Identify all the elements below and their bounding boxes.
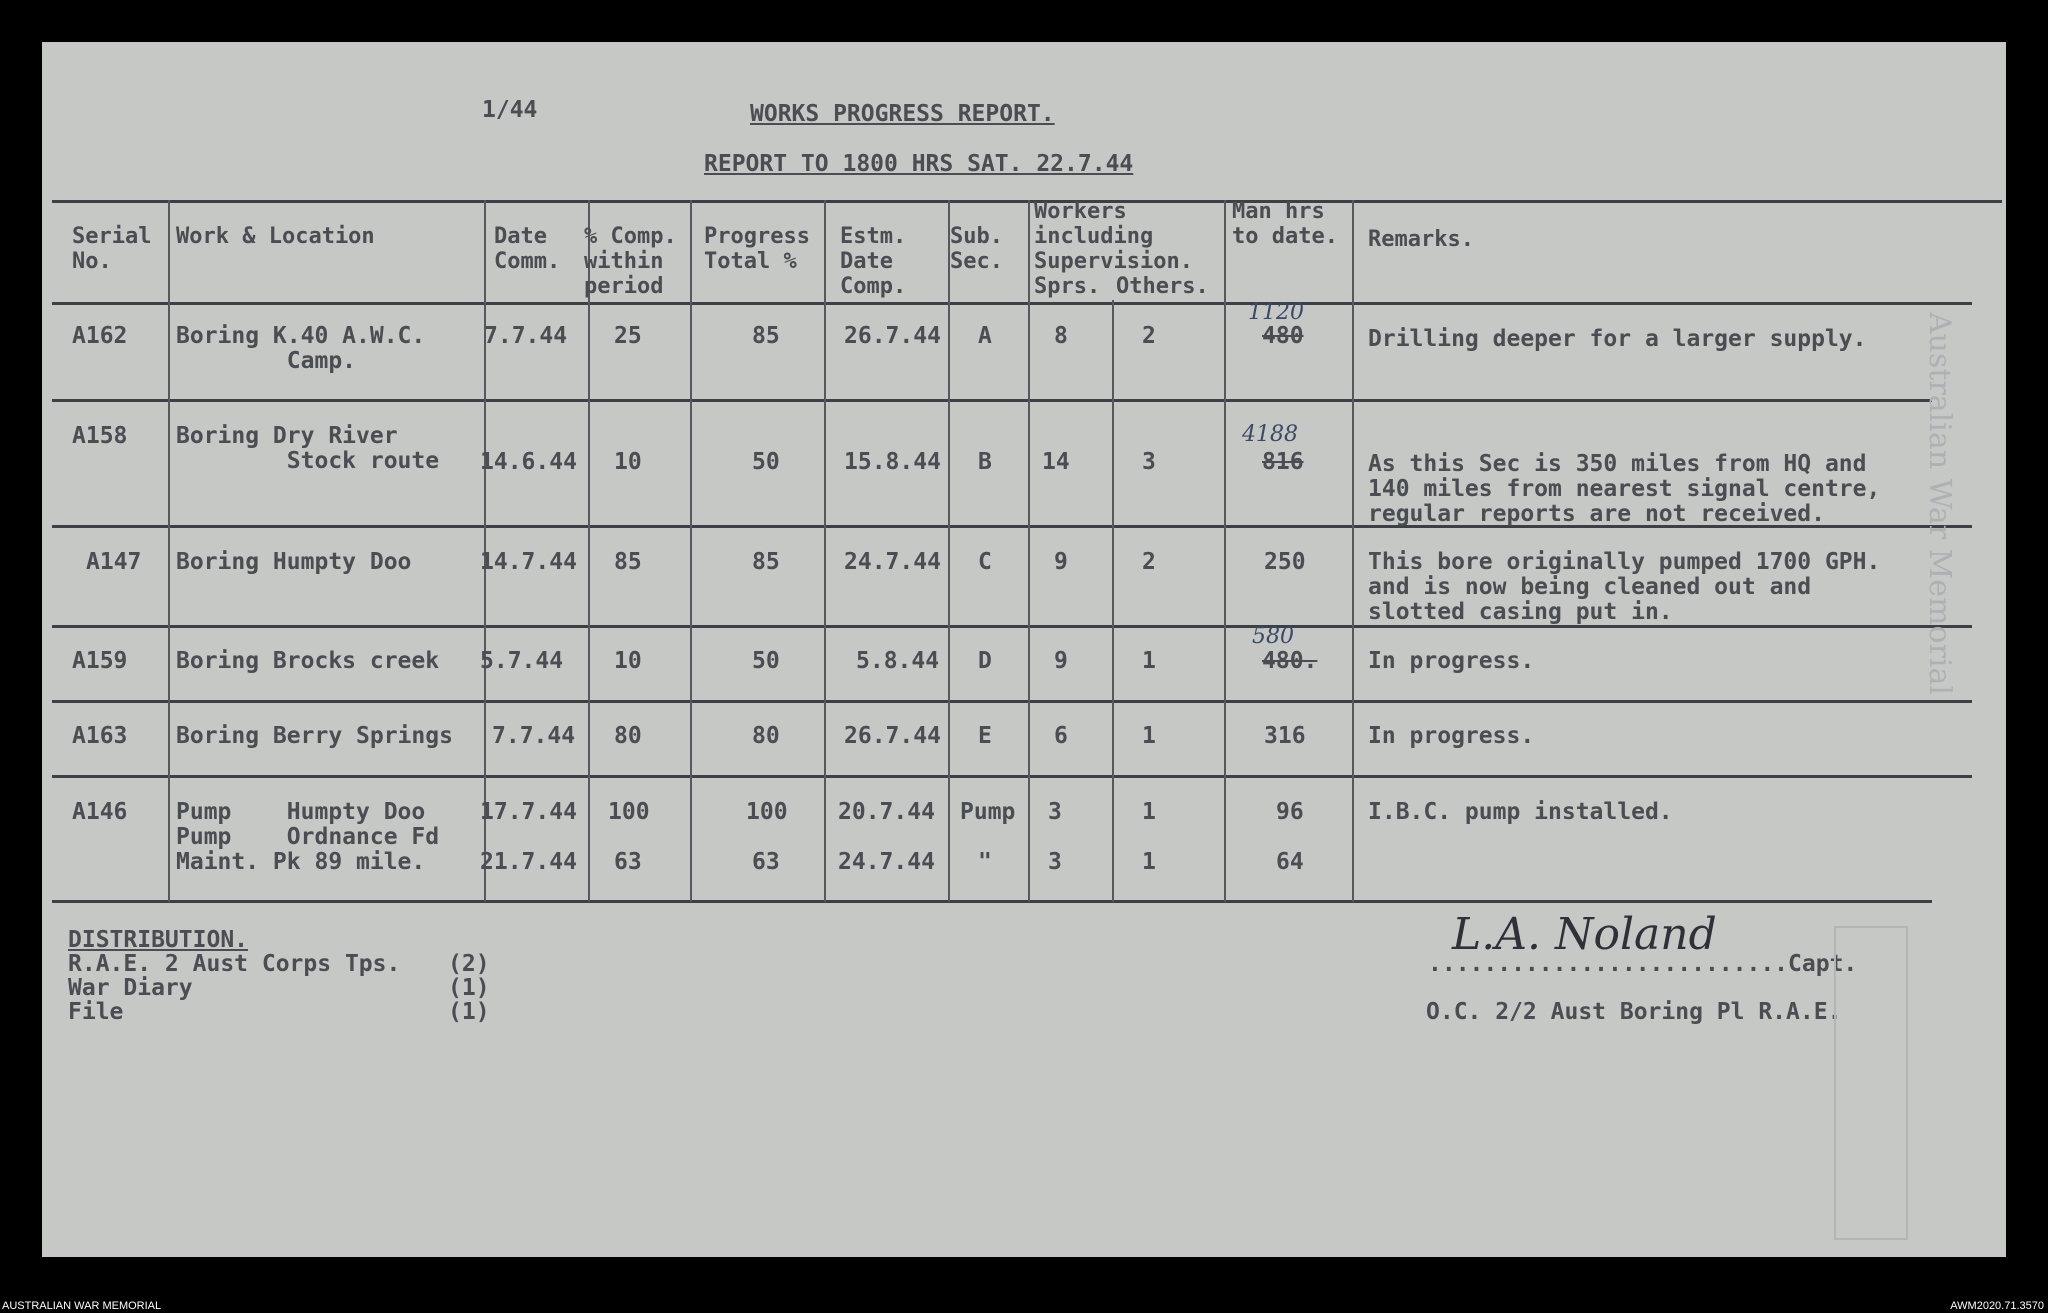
cell-pct: 100 (608, 799, 650, 825)
header-pct-comp: % Comp. within period (584, 224, 677, 299)
cell-manhrs: 96 (1276, 799, 1304, 825)
table-bottom-rule (52, 900, 1932, 903)
cell-sprs: 9 (1054, 648, 1068, 674)
column-divider (948, 200, 950, 902)
cell-estm: 20.7.44 (838, 799, 935, 825)
table-row-rule (52, 775, 1972, 778)
cell-serial: A159 (72, 648, 128, 674)
column-divider (1112, 300, 1114, 902)
cell-date: 21.7.44 (480, 849, 577, 875)
cell-progress: 50 (752, 648, 780, 674)
cell-estm: 24.7.44 (838, 849, 935, 875)
footer-left: AUSTRALIAN WAR MEMORIAL (2, 1300, 162, 1312)
document-title: WORKS PROGRESS REPORT. (750, 101, 1055, 127)
cell-remarks: I.B.C. pump installed. (1368, 799, 1673, 825)
cell-pct: 63 (614, 849, 642, 875)
cell-work: Boring Dry River Stock route (176, 423, 440, 474)
cell-sub: C (978, 549, 992, 575)
header-remarks: Remarks. (1368, 227, 1474, 252)
cell-sprs: 3 (1048, 799, 1062, 825)
cell-others: 1 (1142, 648, 1156, 674)
cell-progress: 85 (752, 323, 780, 349)
cell-sprs: 6 (1054, 723, 1068, 749)
column-divider (588, 200, 590, 902)
cell-remarks: As this Sec is 350 miles from HQ and 140 miles from nearest signal centre, regular reports are not received. (1368, 451, 1881, 527)
cell-sprs: 3 (1048, 849, 1062, 875)
cell-manhrs: 316 (1264, 723, 1306, 749)
cell-sub: Pump (960, 799, 1016, 825)
header-serial: Serial No. (72, 224, 152, 274)
cell-manhrs-handwritten: 1120 (1248, 300, 1304, 325)
distribution-item-label: R.A.E. 2 Aust Corps Tps. (68, 951, 401, 977)
column-divider (824, 200, 826, 902)
signature-rank: ..........................Capt. (1428, 951, 1858, 977)
cell-others: 1 (1142, 799, 1156, 825)
cell-pct: 80 (614, 723, 642, 749)
cell-remarks: This bore originally pumped 1700 GPH. and is now being cleaned out and slotted casing put in. (1368, 549, 1881, 625)
header-sprs: Sprs. (1034, 274, 1101, 299)
cell-pct: 10 (614, 449, 642, 475)
cell-date: 5.7.44 (480, 648, 564, 674)
cell-serial: A146 (72, 799, 128, 825)
cell-progress: 80 (752, 723, 780, 749)
cell-manhrs: 480. (1262, 648, 1318, 674)
cell-estm: 15.8.44 (844, 449, 941, 475)
table-top-rule (52, 200, 2002, 203)
table-row-rule (52, 625, 1972, 628)
table-row-rule (52, 399, 1932, 402)
column-divider (168, 200, 170, 902)
cell-manhrs: 250 (1264, 549, 1306, 575)
cell-manhrs: 480 (1262, 323, 1304, 349)
cell-remarks: Drilling deeper for a larger supply. (1368, 326, 1867, 352)
cell-date: 7.7.44 (484, 323, 568, 349)
header-date-comm: Date Comm. (494, 224, 561, 274)
cell-manhrs-handwritten: 580 (1252, 624, 1294, 649)
distribution-item-label: War Diary (68, 975, 193, 1001)
distribution-item-count: (1) (448, 975, 490, 1001)
cell-work: Boring Berry Springs (176, 723, 453, 749)
column-divider (1352, 200, 1354, 902)
cell-remarks: In progress. (1368, 648, 1535, 674)
cell-work: Boring K.40 A.W.C. Camp. (176, 323, 426, 374)
signature-handwritten: L.A. Noland (1452, 909, 1717, 960)
header-estm-date: Estm. Date Comp. (840, 224, 907, 299)
archive-stamp (1834, 926, 1908, 1240)
distribution-title: DISTRIBUTION. (68, 927, 249, 953)
cell-date: 14.7.44 (480, 549, 577, 575)
cell-progress: 85 (752, 549, 780, 575)
cell-others: 2 (1142, 323, 1156, 349)
cell-sub: D (978, 648, 992, 674)
cell-others: 1 (1142, 723, 1156, 749)
cell-remarks: In progress. (1368, 723, 1535, 749)
cell-sub: " (978, 849, 992, 875)
header-man-hrs: Man hrs to date. (1232, 199, 1338, 249)
cell-serial: A158 (72, 423, 128, 449)
cell-progress: 63 (752, 849, 780, 875)
document-page (42, 42, 2006, 1257)
footer-right: AWM2020.71.3570 (1950, 1300, 2044, 1312)
cell-work: Boring Humpty Doo (176, 549, 412, 575)
cell-sprs: 9 (1054, 549, 1068, 575)
watermark-text: Australian War Memorial (1922, 312, 1957, 695)
header-others: Others. (1116, 274, 1209, 299)
cell-pct: 10 (614, 648, 642, 674)
cell-others: 3 (1142, 449, 1156, 475)
cell-estm: 5.8.44 (856, 648, 940, 674)
cell-manhrs: 816 (1262, 449, 1304, 475)
cell-work: Boring Brocks creek (176, 648, 440, 674)
cell-serial: A162 (72, 323, 128, 349)
column-divider (690, 200, 692, 902)
cell-date: 17.7.44 (480, 799, 577, 825)
cell-estm: 26.7.44 (844, 323, 941, 349)
cell-sprs: 14 (1042, 449, 1070, 475)
cell-others: 2 (1142, 549, 1156, 575)
column-divider (1224, 200, 1226, 902)
cell-serial: A163 (72, 723, 128, 749)
cell-work: Maint. Pk 89 mile. (176, 849, 426, 875)
cell-date: 14.6.44 (480, 449, 577, 475)
cell-estm: 24.7.44 (844, 549, 941, 575)
cell-sub: A (978, 323, 992, 349)
document-ref: 1/44 (482, 97, 538, 123)
cell-work: Pump Humpty Doo Pump Ordnance Fd (176, 799, 440, 850)
cell-pct: 85 (614, 549, 642, 575)
signature-unit: O.C. 2/2 Aust Boring Pl R.A.E. (1426, 999, 1842, 1025)
cell-sub: E (978, 723, 992, 749)
cell-progress: 50 (752, 449, 780, 475)
cell-estm: 26.7.44 (844, 723, 941, 749)
cell-manhrs: 64 (1276, 849, 1304, 875)
distribution-item-count: (1) (448, 999, 490, 1025)
table-row-rule (52, 700, 1972, 703)
header-work-location: Work & Location (176, 224, 375, 249)
distribution-item-count: (2) (448, 951, 490, 977)
distribution-item-label: File (68, 999, 124, 1025)
cell-date: 7.7.44 (492, 723, 576, 749)
cell-manhrs-handwritten: 4188 (1242, 422, 1298, 447)
header-workers: Workers including Supervision. (1034, 199, 1193, 274)
column-divider (1028, 200, 1030, 902)
cell-progress: 100 (746, 799, 788, 825)
table-header-rule (52, 302, 1972, 305)
cell-sub: B (978, 449, 992, 475)
header-progress: Progress Total % (704, 224, 810, 274)
cell-pct: 25 (614, 323, 642, 349)
cell-serial: A147 (86, 549, 142, 575)
header-sub-sec: Sub. Sec. (950, 224, 1003, 274)
cell-others: 1 (1142, 849, 1156, 875)
cell-sprs: 8 (1054, 323, 1068, 349)
document-subtitle: REPORT TO 1800 HRS SAT. 22.7.44 (704, 151, 1134, 177)
